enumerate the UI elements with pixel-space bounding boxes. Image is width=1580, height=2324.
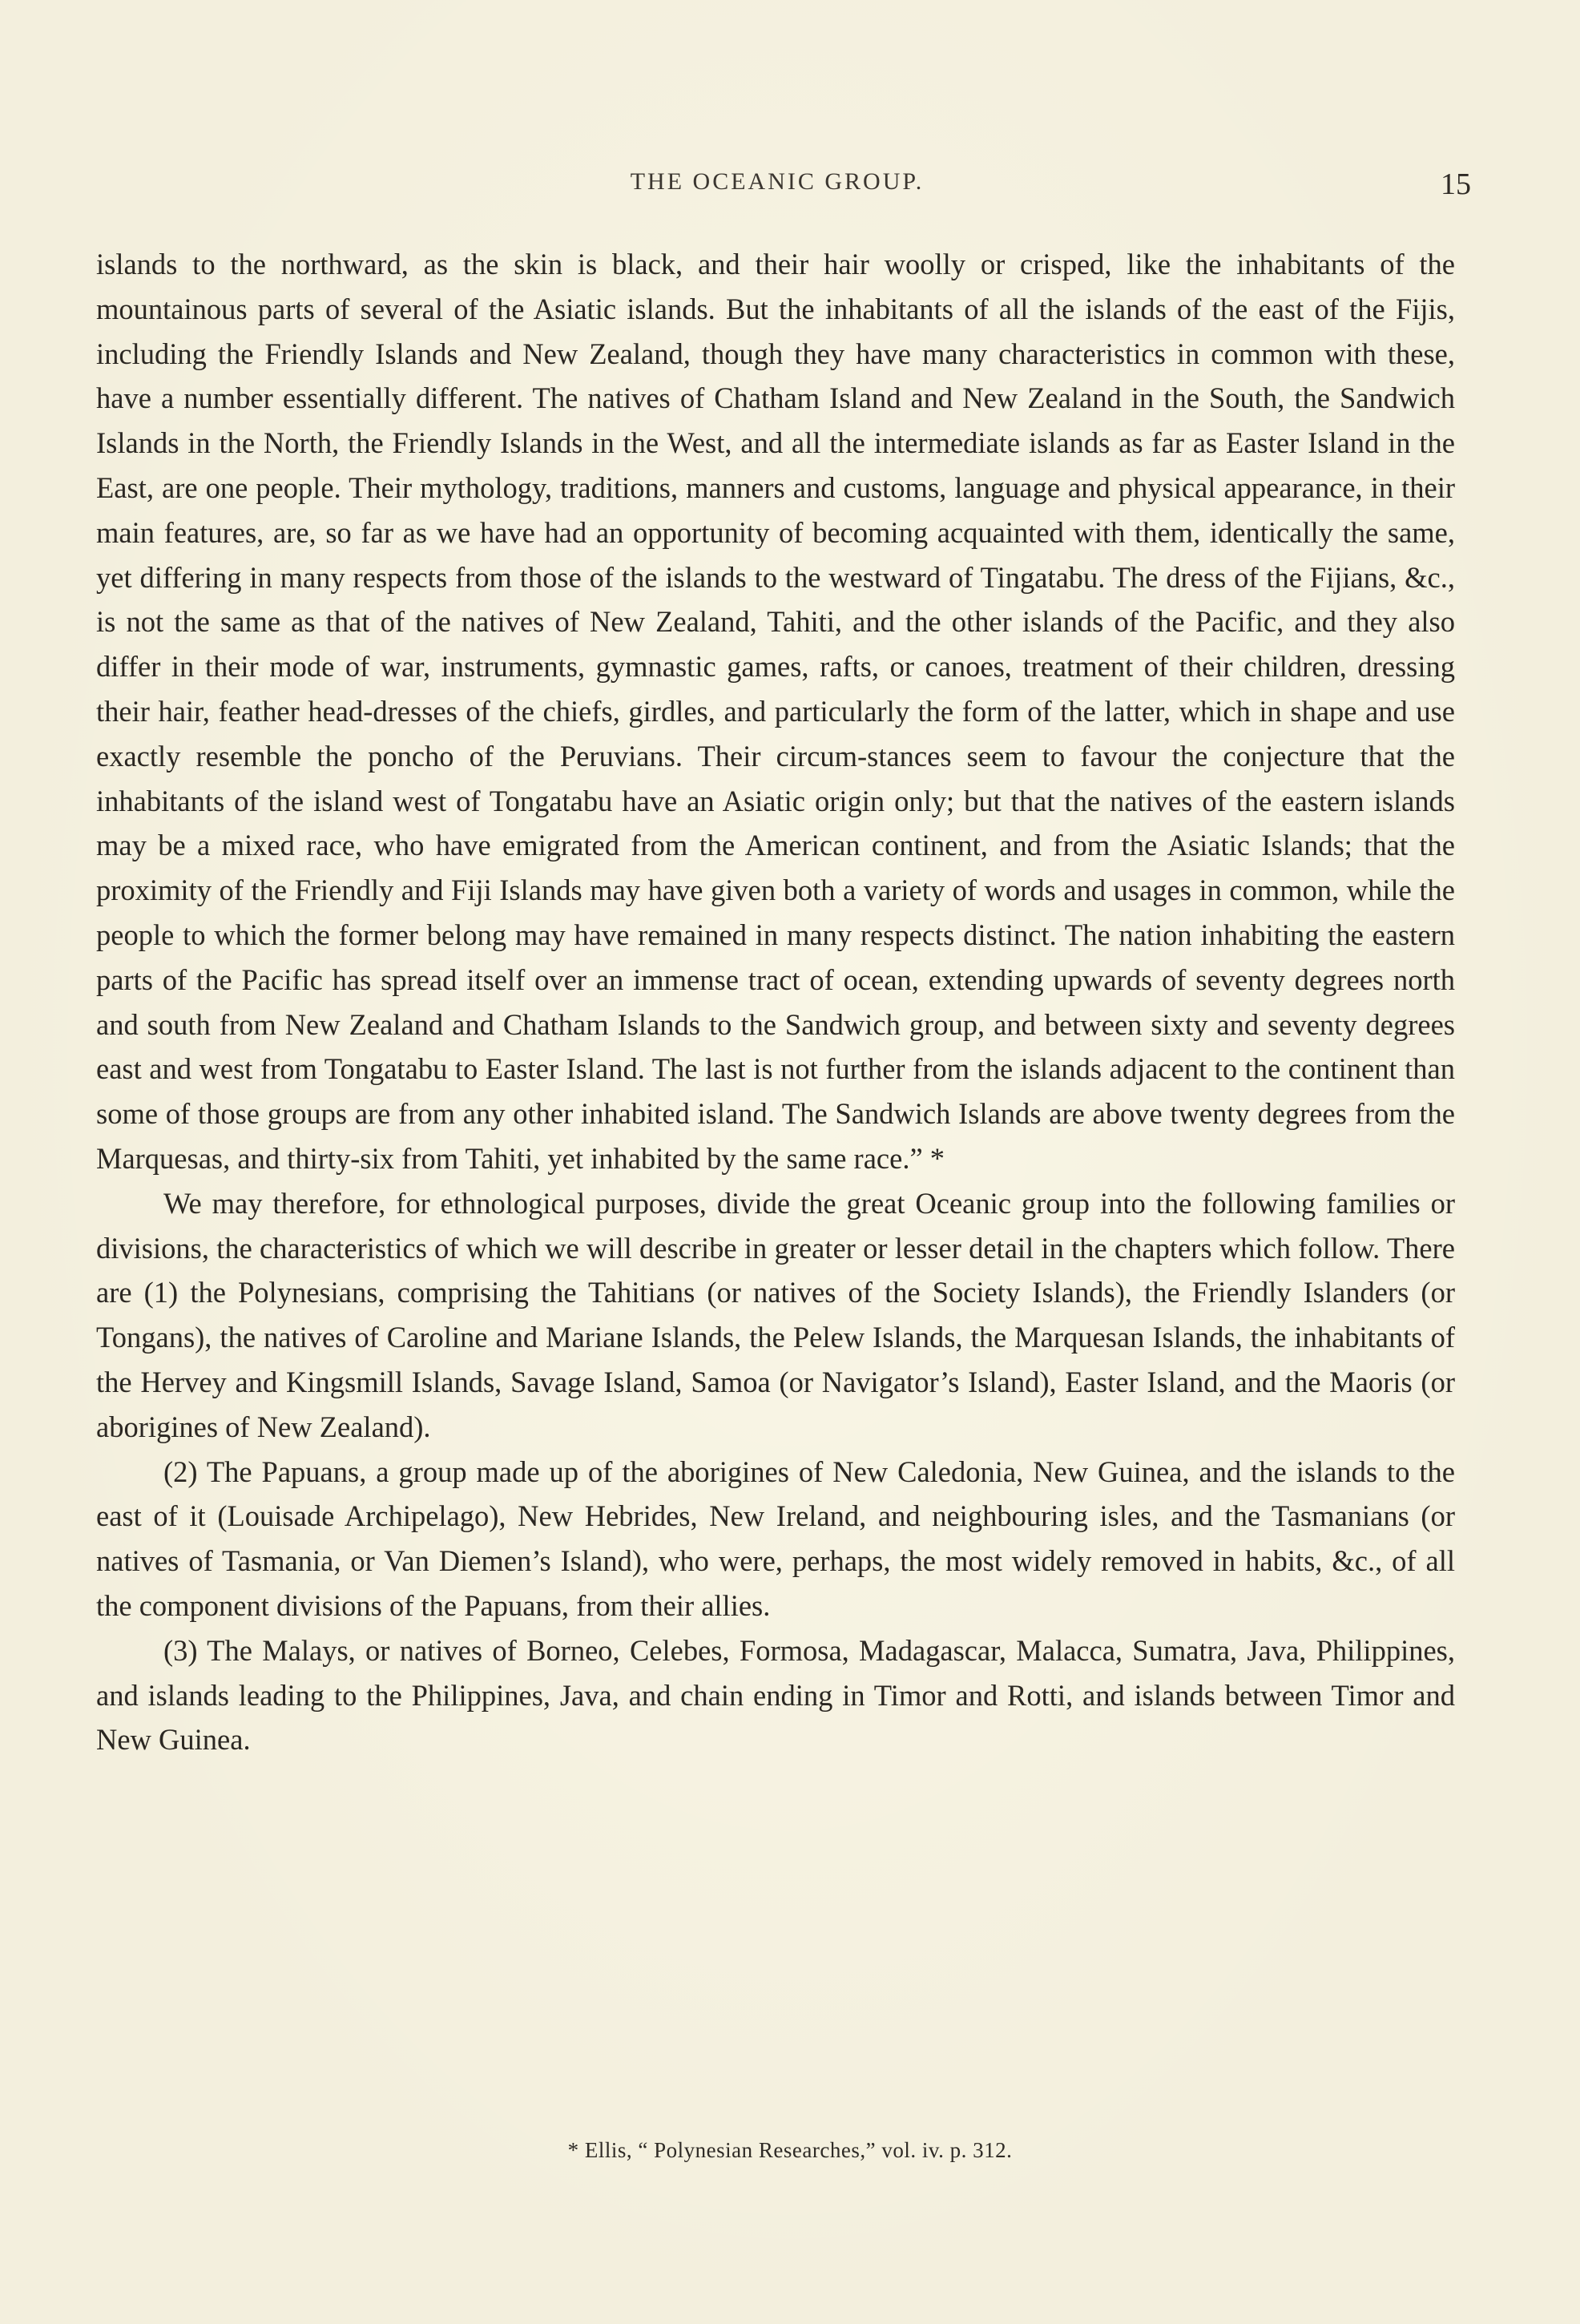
paragraph-continuation: islands to the northward, as the skin is black, and their hair woolly or crisped, like the inhabitants of the mountainous parts of several of the Asiatic islands. But the inhabitants of all the islands of the east of the Fijis, including the Friendly Islands and New Zealand, though they have many characteristics in common with these, have a number essentially different. The natives of Chatham Island and New Zealand in the South, the Sandwich Islands in the North, the Friendly Islands in the West, and all the intermediate islands as far as Easter Island in the East, are one people. Their mythology, traditions, manners and customs, language and physical appearance, in their main features, are, so far as we have had an opportunity of becoming acquainted with them, identically the same, yet differing in many respects from those of the islands to the westward of Tingatabu. The dress of the Fijians, &c., is not the same as that of the natives of New Zealand, Tahiti, and the other islands of the Pacific, and they also differ in their mode of war, instruments, gymnastic games, rafts, or canoes, treatment of their children, dressing their hair, feather head-dresses of the chiefs, girdles, and particularly the form of the latter, which in shape and use exactly resemble the poncho of the Peruvians. Their circum-stances seem to favour the conjecture that the inhabitants of the island west of Tongatabu have an Asiatic origin only; but that the natives of the eastern islands may be a mixed race, who have emigrated from the American continent, and from the Asiatic Islands; that the proximity of the Friendly and Fiji Islands may have given both a variety of words and usages in common, while the people to which the former belong may have remained in many respects distinct. The nation inhabiting the eastern parts of the Pacific has spread itself over an immense tract of ocean, extending upwards of seventy degrees north and south from New Zealand and Chatham Islands to the Sandwich group, and between sixty and seventy degrees east and west from Tongatabu to Easter Island. The last is not further from the islands adjacent to the continent than some of those groups are from any other inhabited island. The Sandwich Islands are above twenty degrees from the Marquesas, and thirty-six from Tahiti, yet inhabited by the same race.” *: [96, 248, 1455, 1175]
paragraph-papuans: (2) The Papuans, a group made up of the aborigines of New Caledonia, New Guinea, and the islands to the east of it (Louisade Archipelago), New Hebrides, New Ireland, and neighbouring isles, and the Tasmanians (or natives of Tasmania, or Van Diemen’s Island), who were, perhaps, the most widely removed in habits, &c., of all the component divisions of the Papuans, from their allies.: [96, 1455, 1455, 1622]
page-number: 15: [1441, 167, 1471, 201]
running-title: THE OCEANIC GROUP.: [630, 168, 925, 195]
body-text: [96, 242, 1455, 1762]
footnote: * Ellis, “ Polynesian Researches,” vol. iv. p. 312.: [567, 2138, 1013, 2162]
paragraph-families: We may therefore, for ethnological purposes, divide the great Oceanic group into the following families or divisions, the characteristics of which we will describe in greater or lesser detail in the chapters which follow. There are (1) the Polynesians, comprising the Tahitians (or natives of the Society Islands), the Friendly Islanders (or Tongans), the natives of Caroline and Mariane Islands, the Pelew Islands, the Marquesan Islands, the inhabitants of the Hervey and Kingsmill Islands, Savage Island, Samoa (or Navigator’s Island), Easter Island, and the Maoris (or aborigines of New Zealand).: [96, 1186, 1455, 1443]
page-header: [96, 167, 1471, 208]
paragraph-malays: (3) The Malays, or natives of Borneo, Celebes, Formosa, Madagascar, Malacca, Sumatra, Java, Philippines, and islands leading to the Philippines, Java, and chain ending in Timor and Rotti, and islands between Timor and New Guinea.: [96, 1633, 1455, 1757]
